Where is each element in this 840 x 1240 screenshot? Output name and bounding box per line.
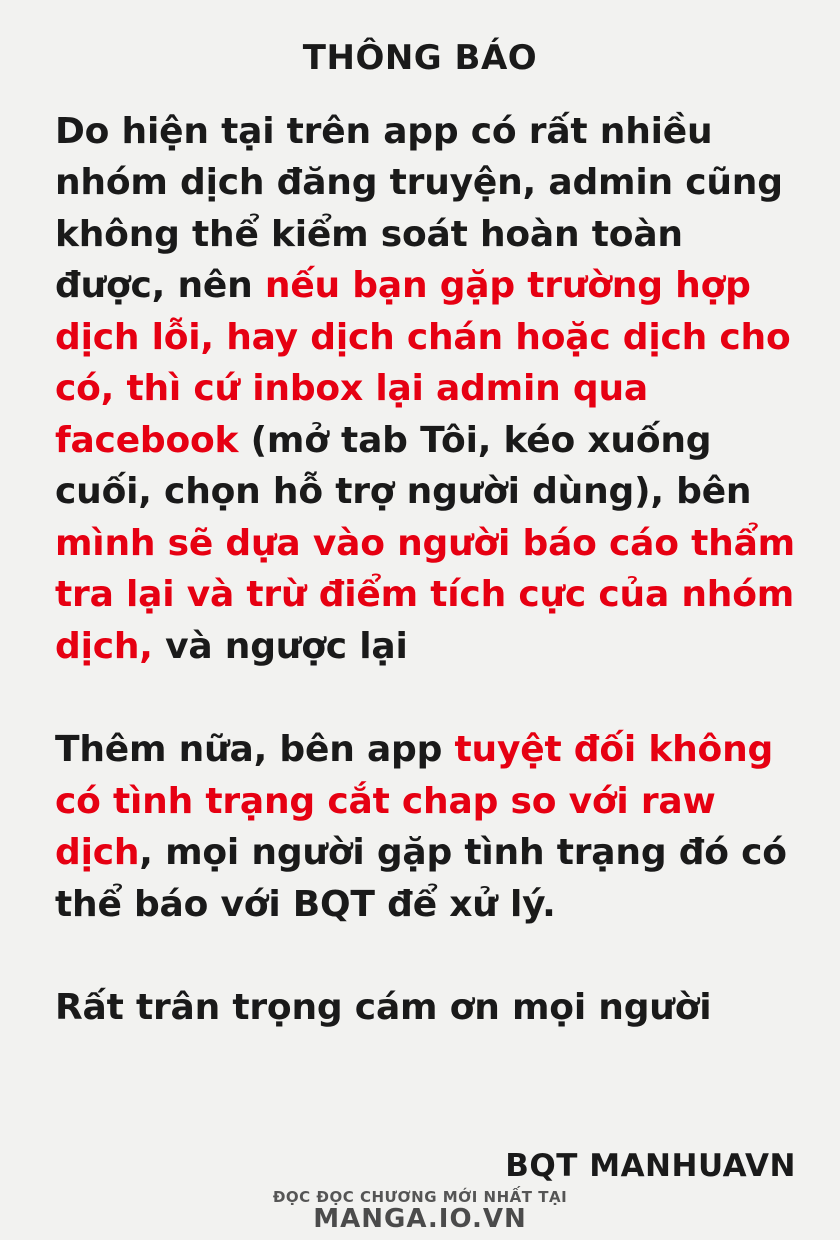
paragraph-2-segment-1: Thêm nữa, bên app — [55, 729, 455, 771]
paragraph-1 — [0, 106, 840, 672]
page-title: THÔNG BÁO — [302, 38, 538, 78]
paragraph-1-segment-1: Do hiện tại trên app có rất nhiều nhóm dịch đăng truyện, admin cũng không thể kiểm soát hoàn toàn được, nên — [55, 111, 783, 307]
paragraph-3 — [0, 982, 840, 1033]
paragraph-1-highlight-1: nếu bạn gặp trường hợp dịch lỗi, hay dịch chán hoặc dịch cho có, thì cứ inbox lại admin qua facebook — [55, 265, 791, 461]
watermark-line-1: ĐỌC ĐỌC CHƯƠNG MỚI NHẤT TẠI — [272, 1188, 568, 1206]
watermark-line-2: MANGA.IO.VN — [313, 1204, 527, 1234]
paragraph-1-segment-2: (mở tab Tôi, kéo xuống cuối, chọn hỗ trợ người dùng), bên — [55, 419, 752, 513]
signature: BQT MANHUAVN — [505, 1148, 796, 1184]
paragraph-3-segment-1: Rất trân trọng cám ơn mọi người — [55, 987, 712, 1029]
watermark — [0, 1188, 840, 1234]
paragraph-2-segment-2: , mọi người gặp tình trạng đó có thể báo với BQT để xử lý. — [55, 832, 787, 925]
paragraph-1-segment-3: và ngược lại — [152, 625, 408, 667]
paragraph-1-highlight-2: mình sẽ dựa vào người báo cáo thẩm tra lại và trừ điểm tích cực của nhóm dịch, — [55, 522, 795, 667]
paragraph-2 — [0, 724, 840, 930]
paragraph-2-highlight-1: tuyệt đối không có tình trạng cắt chap so với raw dịch — [55, 729, 774, 874]
